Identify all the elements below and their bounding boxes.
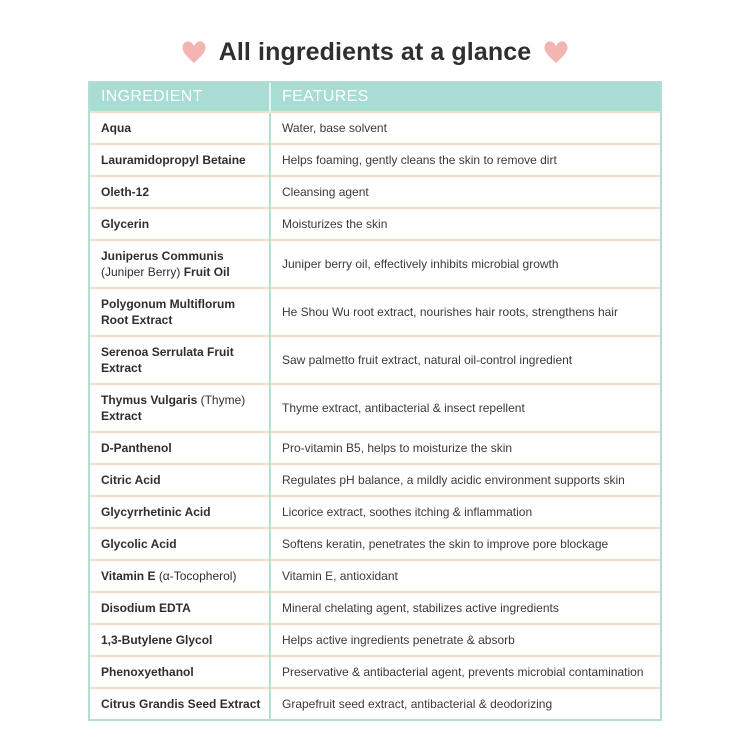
ingredient-name-paren: (Juniper Berry): [101, 265, 181, 279]
ingredient-name: Lauramidopropyl Betaine: [90, 144, 270, 176]
ingredient-name: [90, 384, 270, 432]
table-header-row: [90, 83, 660, 112]
ingredient-feature: Water, base solvent: [270, 112, 660, 144]
table-row: [90, 464, 660, 496]
ingredient-name-line2: Extract: [101, 361, 142, 375]
ingredient-feature: Cleansing agent: [270, 176, 660, 208]
ingredient-name: Citric Acid: [90, 464, 270, 496]
ingredient-feature: Thyme extract, antibacterial & insect repellent: [270, 384, 660, 432]
ingredient-feature: Grapefruit seed extract, antibacterial & deodorizing: [270, 688, 660, 719]
table-row: [90, 560, 660, 592]
ingredient-feature: Saw palmetto fruit extract, natural oil-control ingredient: [270, 336, 660, 384]
table-row: [90, 656, 660, 688]
ingredient-feature: Helps active ingredients penetrate & absorb: [270, 624, 660, 656]
ingredient-name-line1: Serenoa Serrulata Fruit: [101, 345, 234, 359]
ingredient-name: 1,3-Butylene Glycol: [90, 624, 270, 656]
ingredient-name: [90, 336, 270, 384]
ingredient-name-line2: Root Extract: [101, 313, 173, 327]
ingredient-feature: Regulates pH balance, a mildly acidic environment supports skin: [270, 464, 660, 496]
ingredient-name: Aqua: [90, 112, 270, 144]
ingredient-name: Glycolic Acid: [90, 528, 270, 560]
heart-icon: [181, 40, 207, 64]
table-row: [90, 592, 660, 624]
ingredient-name: Glycerin: [90, 208, 270, 240]
table-row: [90, 624, 660, 656]
ingredient-feature: Softens keratin, penetrates the skin to improve pore blockage: [270, 528, 660, 560]
ingredient-feature: Juniper berry oil, effectively inhibits microbial growth: [270, 240, 660, 288]
ingredient-feature: Mineral chelating agent, stabilizes active ingredients: [270, 592, 660, 624]
table-row: [90, 288, 660, 336]
title-row: [0, 30, 750, 74]
ingredient-feature: Licorice extract, soothes itching & inflammation: [270, 496, 660, 528]
ingredient-name-line1: Thymus Vulgaris: [101, 393, 198, 407]
table-row: [90, 144, 660, 176]
ingredient-name: Oleth-12: [90, 176, 270, 208]
table-row: [90, 496, 660, 528]
page-title: All ingredients at a glance: [218, 37, 532, 66]
ingredient-feature: He Shou Wu root extract, nourishes hair roots, strengthens hair: [270, 288, 660, 336]
ingredient-name: Glycyrrhetinic Acid: [90, 496, 270, 528]
ingredient-feature: Moisturizes the skin: [270, 208, 660, 240]
ingredient-name-paren: (α-Tocopherol): [158, 569, 237, 583]
ingredient-name-main: Vitamin E: [101, 569, 156, 583]
table-row: [90, 208, 660, 240]
table-row: [90, 688, 660, 719]
table-row: [90, 240, 660, 288]
ingredient-name-tail: Fruit Oil: [183, 265, 230, 279]
ingredient-feature: Pro-vitamin B5, helps to moisturize the skin: [270, 432, 660, 464]
ingredient-name: [90, 240, 270, 288]
ingredients-table: [88, 81, 662, 721]
ingredient-feature: Vitamin E, antioxidant: [270, 560, 660, 592]
table-row: [90, 112, 660, 144]
ingredient-name: [90, 560, 270, 592]
ingredient-name: Phenoxyethanol: [90, 656, 270, 688]
table-row: [90, 432, 660, 464]
ingredient-feature: Preservative & antibacterial agent, prevents microbial contamination: [270, 656, 660, 688]
ingredient-name: D-Panthenol: [90, 432, 270, 464]
ingredient-name-line1: Polygonum Multiflorum: [101, 297, 235, 311]
table-row: [90, 528, 660, 560]
table-row: [90, 176, 660, 208]
heart-icon: [543, 40, 569, 64]
table-row: [90, 336, 660, 384]
ingredient-name-line1: Juniperus Communis: [101, 249, 224, 263]
table-row: [90, 384, 660, 432]
ingredient-name: Citrus Grandis Seed Extract: [90, 688, 270, 719]
header-ingredient: INGREDIENT: [90, 83, 270, 112]
ingredient-feature: Helps foaming, gently cleans the skin to remove dirt: [270, 144, 660, 176]
ingredient-name: [90, 288, 270, 336]
header-features: FEATURES: [270, 83, 660, 112]
ingredient-name-paren: (Thyme): [200, 393, 246, 407]
ingredient-name-line2: Extract: [101, 409, 142, 423]
ingredient-name: Disodium EDTA: [90, 592, 270, 624]
